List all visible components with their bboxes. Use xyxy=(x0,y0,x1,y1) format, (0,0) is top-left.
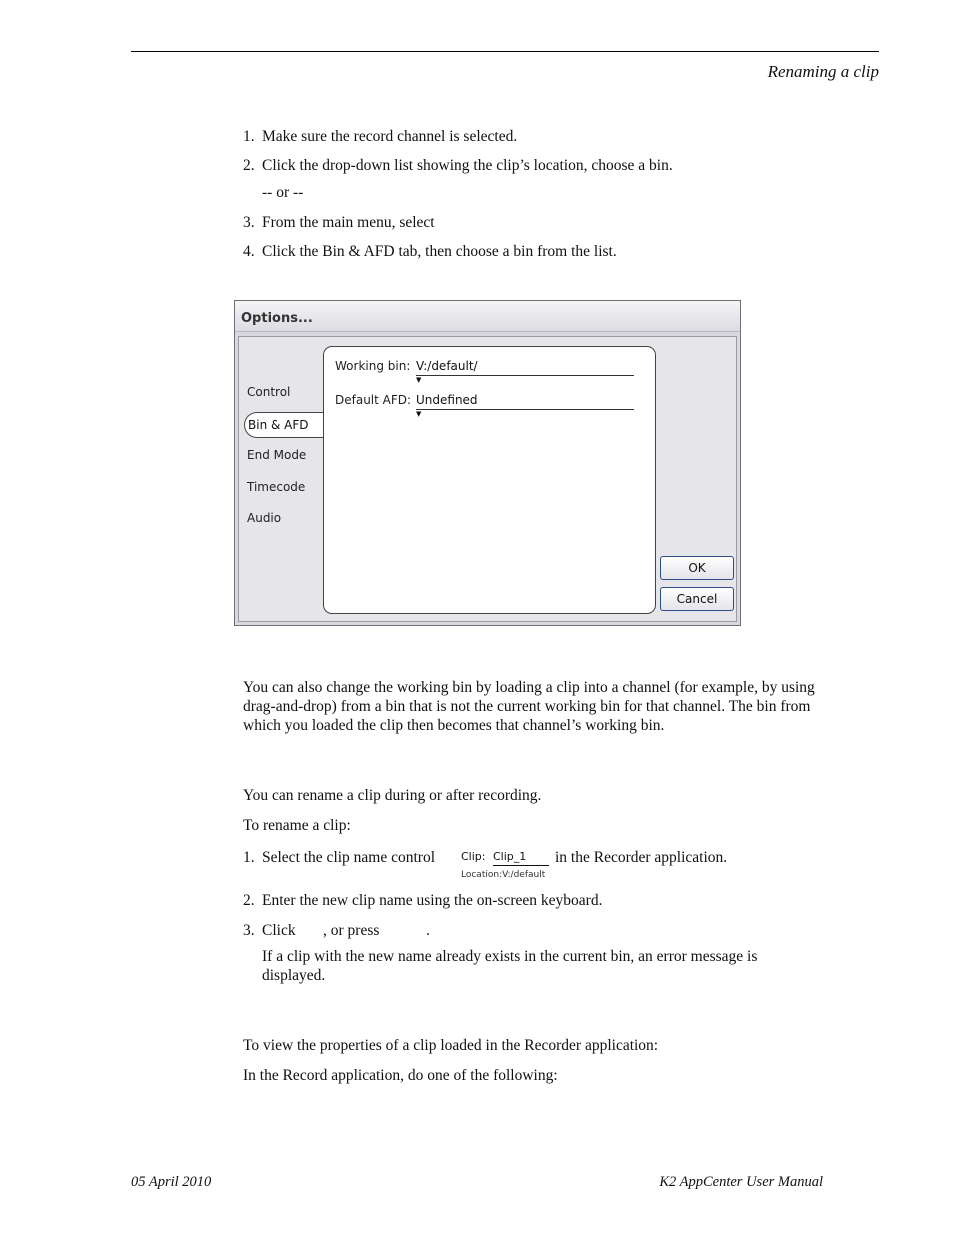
rename-intro: You can rename a clip during or after recording. xyxy=(243,787,542,804)
ok-button[interactable]: OK xyxy=(660,556,734,580)
default-afd-dropdown[interactable]: Undefined xyxy=(416,393,634,410)
tab-timecode[interactable]: Timecode xyxy=(247,480,306,494)
list-item: 1. Select the clip name control xyxy=(243,849,436,866)
properties-intro: To view the properties of a clip loaded in the Recorder application: xyxy=(243,1037,659,1054)
list-item: 3. From the main menu, select xyxy=(243,214,435,231)
dialog-body xyxy=(238,336,737,622)
list-separator: -- or -- xyxy=(262,184,304,201)
default-afd-label: Default AFD: xyxy=(335,393,412,407)
cancel-button[interactable]: Cancel xyxy=(660,587,734,611)
tab-bin-afd[interactable]: Bin & AFD xyxy=(244,412,330,438)
tab-control[interactable]: Control xyxy=(247,385,291,399)
dialog-title: Options... xyxy=(241,311,313,326)
header-rule xyxy=(131,51,879,52)
list-item: 4. Click the Bin & AFD tab, then choose a bin from the list. xyxy=(243,243,617,260)
clip-name-control-image: Clip: Clip_1 Location:V:/default xyxy=(461,849,553,883)
list-item-continuation: in the Recorder application. xyxy=(555,849,728,866)
dropdown-caret-icon: ▼ xyxy=(416,410,422,418)
rename-lead: To rename a clip: xyxy=(243,817,351,834)
list-item: 3. Click xyxy=(243,922,296,939)
working-bin-note: You can also change the working bin by loading a clip into a channel (for example, by using drag-and-drop) from a bin that is not the current working bin for that channel. The bin from which you loaded the clip then becomes that channel’s working bin. xyxy=(243,679,815,734)
footer-manual-title: K2 AppCenter User Manual xyxy=(659,1174,823,1190)
list-item-continuation: , or press xyxy=(323,922,380,939)
footer-date: 05 April 2010 xyxy=(131,1174,212,1190)
dropdown-caret-icon: ▼ xyxy=(416,376,422,384)
working-bin-label: Working bin: xyxy=(335,359,411,373)
dialog-title-bar xyxy=(235,301,740,332)
bin-afd-panel xyxy=(323,346,656,614)
list-item: 2. Click the drop-down list showing the clip’s location, choose a bin. xyxy=(243,157,673,174)
options-dialog xyxy=(234,300,741,626)
rename-note: If a clip with the new name already exists in the current bin, an error message is displayed. xyxy=(262,948,758,984)
list-item-continuation: . xyxy=(426,922,430,939)
list-item: 2. Enter the new clip name using the on-screen keyboard. xyxy=(243,892,603,909)
tab-end-mode[interactable]: End Mode xyxy=(247,448,307,462)
running-header: Renaming a clip xyxy=(767,62,879,81)
tab-audio[interactable]: Audio xyxy=(247,511,282,525)
list-item: 1. Make sure the record channel is selected. xyxy=(243,128,518,145)
properties-lead: In the Record application, do one of the following: xyxy=(243,1067,558,1084)
working-bin-dropdown[interactable]: V:/default/ xyxy=(416,359,634,376)
